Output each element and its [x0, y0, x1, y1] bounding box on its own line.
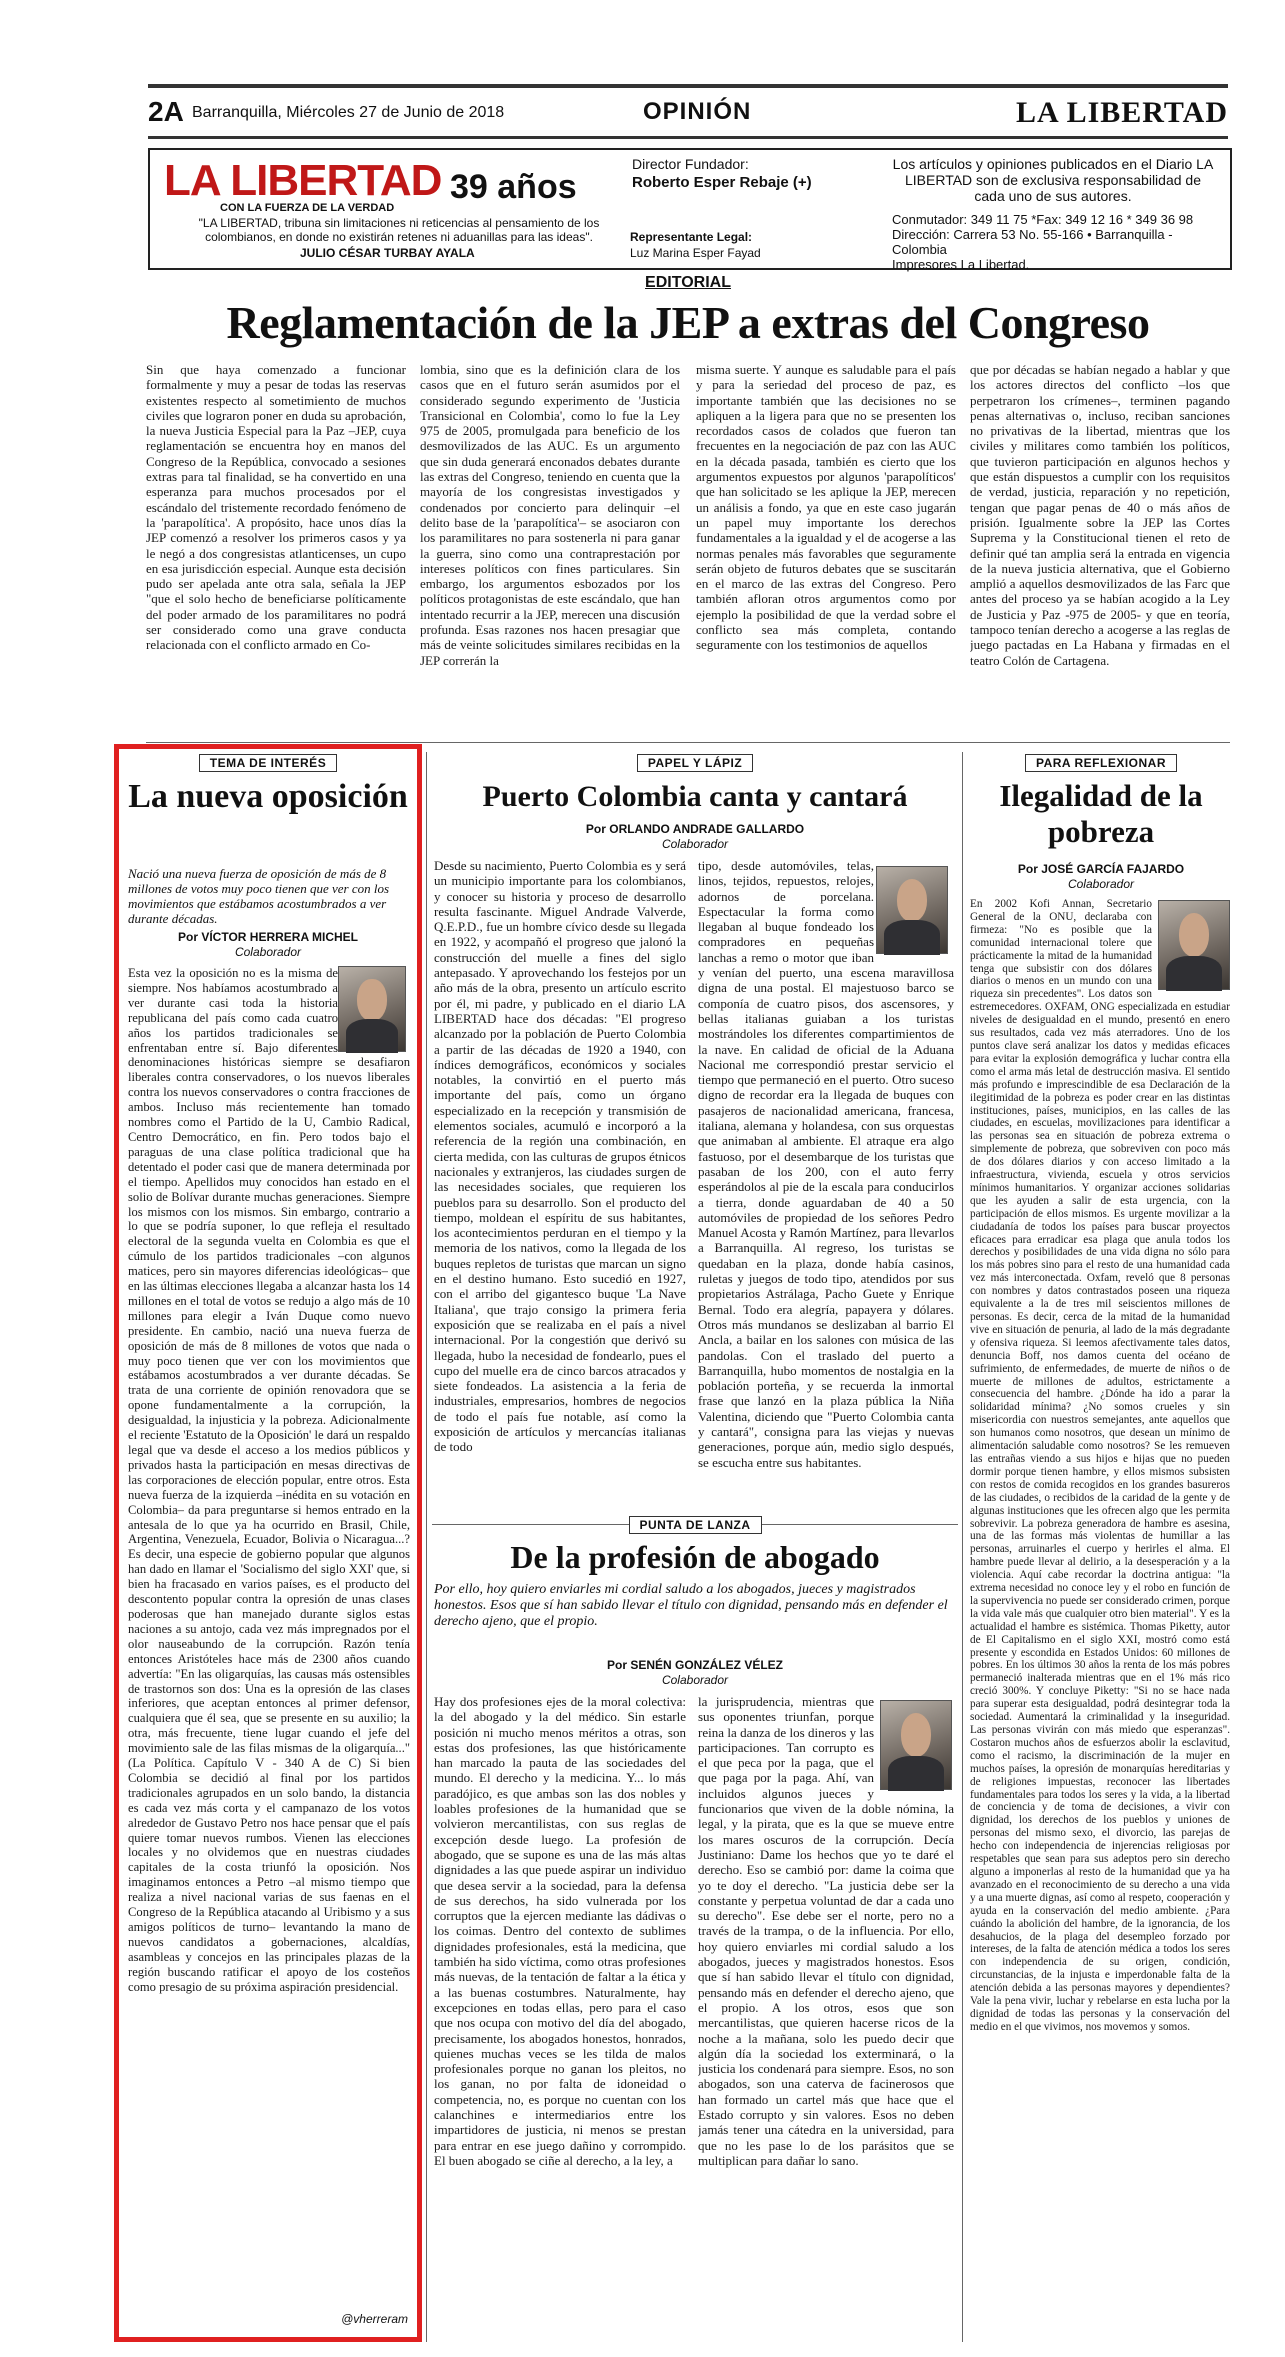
column-divider-left [426, 752, 427, 2342]
header-top-rule [148, 84, 1228, 88]
center-badge: PAPEL Y LÁPIZ [637, 754, 753, 772]
legal-rep-label: Representante Legal: [630, 230, 753, 244]
director-name: Roberto Esper Rebaje (+) [632, 174, 812, 191]
dateline: Barranquilla, Miércoles 27 de Junio de 2018 [192, 104, 505, 121]
masthead-quote-author: JULIO CÉSAR TURBAY AYALA [300, 246, 475, 260]
contact-info [892, 212, 1222, 272]
newspaper-brand: LA LIBERTAD [1016, 96, 1228, 129]
section-title: OPINIÓN [643, 98, 752, 125]
editorial-column-4: que por décadas se habían negado a hablar y que los actores directos del conflicto –los que perpetraron los crímenes–, terminen pagando penas alternativas o, incluso, reciban sanciones no privativas de la libertad, mientras que los civiles y militares como también los políticos, que tuvieron participación en algunos hechos y que están dispuestos a cumplir con los requisitos de verdad, justicia, reparación y no repetición, tengan que pagar penas de 40 o más años de prisión. Igualmente sobre la JEP las Cortes Suprema y la Constitucional tienen el reto de definir qué tan amplia será la entrada en vigencia de la nueva justicia alternativa, que el Gobierno amplió a aquellos desmovilizados de las Farc que antes del proceso ya se habían acogido a la Ley de Justicia y Paz -975 de 2005- y que en teoría, tampoco tenían derecho a acogerse a las reglas de juego pactadas en La Habana y firmadas en el teatro Colón de Cartagena. [970, 362, 1230, 668]
center-byline: Por ORLANDO ANDRADE GALLARDO [585, 822, 805, 836]
bottom-byline: Por SENÉN GONZÁLEZ VÉLEZ [606, 1658, 783, 1672]
bottom-column-2 [698, 1694, 954, 2342]
masthead-years: 39 años [450, 168, 577, 206]
column-divider-right [962, 752, 963, 2342]
masthead-box [148, 148, 1232, 270]
bottom-badge-wrap [436, 1516, 954, 1534]
editorial-column-3: misma suerte. Y aunque es saludable para el país y para la seriedad del proceso de paz, es importante también que las decisiones no se apliquen a la ligera para que no se presenten los recordados casos de colados que fueron tan frecuentes en la negociación de paz con las AUC en la década pasada, también es cierto que los argumentos expuestos por algunos 'parapolíticos' que han solicitado se les aplique la JEP, merecen un análisis a fondo, ya que en este caso jugarán un papel muy importante los derechos fundamentales a la igualdad y el de acogerse a las normas penales más favorables que seguramente serán objeto de futuros debates que se suscitarán en el marco de las extras del Congreso. Pero también afloran otros argumentos como por ejemplo la posibilidad de que la verdad sobre el conflicto sea más completa, contando seguramente con los testimonios de aquellos [696, 362, 956, 653]
right-badge: PARA REFLEXIONAR [1025, 754, 1177, 772]
editorial-kicker: EDITORIAL [645, 274, 731, 291]
center-title: Puerto Colombia canta y cantará [482, 780, 908, 813]
printer-line: Impresores La Libertad. [892, 257, 1030, 272]
bottom-byline-role: Colaborador [661, 1673, 729, 1687]
left-byline: Por VÍCTOR HERRERA MICHEL [177, 930, 358, 944]
left-badge: TEMA DE INTERÉS [199, 754, 337, 772]
legal-rep-name: Luz Marina Esper Fayad [630, 246, 761, 260]
director-label: Director Fundador: [632, 156, 749, 172]
center-byline-role: Colaborador [661, 837, 729, 851]
address-line: Dirección: Carrera 53 No. 55-166 • Barranquilla - Colombia [892, 227, 1173, 257]
center-badge-wrap [436, 754, 954, 772]
masthead-tagline: CON LA FUERZA DE LA VERDAD [220, 202, 395, 214]
editorial-title: Reglamentación de la JEP a extras del Congreso [226, 297, 1150, 348]
masthead-quote: "LA LIBERTAD, tribuna sin limitaciones ni reticencias al pensamiento de los colombianos, en donde no existirán retenes ni aduanillas para las ideas". [198, 216, 600, 244]
masthead-logo: LA LIBERTAD [164, 156, 442, 205]
editorial-column-2: lombia, sino que es la definición clara de los casos que en el futuro serán asumidos por el considerado segundo experimento de 'Justicia Transicional en Colombia', como lo fue la Ley 975 de 2005, promulgada para beneficio de los desmovilizados de las AUC. Es un argumento que sin duda generará enconados debates durante las extras del Congreso, teniendo en cuenta que la mayoría de los congresistas investigados y condenados por concierto para delinquir –el delito base de la 'parapolítica'– se asociaron con los paramilitares no para sostenerla ni para ganar la guerra, sino como una contraprestación por intereses políticos con fines particulares. Sin embargo, los argumentos esbozados por los políticos protagonistas de este escándalo, que han intentado recurrir a la JEP, merecen una discusión profunda. Esas razones nos hacen presagiar que más de veinte solicitudes similares recibidas en la JEP correrán la [420, 362, 680, 668]
left-title: La nueva oposición [128, 778, 408, 815]
bottom-column-1: Hay dos profesiones ejes de la moral colectiva: la del abogado y la del médico. Sin estarle posición ni mucho menos méritos a otras, son estas dos profesiones, las que históricamente han marcado la pauta de las sociedades del mundo. El derecho y la medicina. Y... lo más paradójico, es que ambas son las dos nobles y loables profesiones de la humanidad que se volvieron mercantilistas, con sus reglas de excepción desde luego. La profesión de abogado, que se supone es una de las más altas dignidades a las que puede aspirar un individuo que desea servir a la sociedad, para la defensa de sus derechos, ha sido vulnerada por los corruptos que la ejercen mediante las dádivas o los coimas. Dentro del contexto de sublimes dignidades profesionales, está la medicina, que también ha sido víctima, como otras profesiones más nuevas, de la tentación de faltar a la ética y a las buenas costumbres. Naturalmente, hay excepciones en todas ellas, pero para el caso que nos ocupa con motivo del día del abogado, precisamente, los abogados honestos, honrados, quienes muchas veces se les tilda de malos profesionales porque no ganan los pleitos, no los ganan, no por falta de idoneidad o competencia, no, es porque no cuentan con los calanchines e intermediarios entre los impartidores de justicia, ni menos se prestan para entrar en ese juego dañino y corrompido. El buen abogado se ciñe al derecho, a la ley, a [434, 1694, 686, 2168]
center-column-2-text: tipo, desde automóviles, telas, linos, tejidos, repuestos, relojes, adornos de porcelana. Espectacular la forma como llegaban al buque fondeado los compradores en pequeñas lanchas a remo o motor que iban y venían del puerto, una escena maravillosa digna de una postal. El majestuoso barco se componía de cuatro pisos, dos ascensores, y bellas italianas guiaban a los turistas mostrándoles los diferentes compartimientos de la nave. En calidad de oficial de la Aduana Nacional me correspondió prestar servicio el tiempo que permaneció en el puerto. Otro suceso digno de recordar era la llegada de buques con pasajeros de nacionalidad americana, francesa, italiana, alemana y holandesa, con sus orquestas que animaban al ambiente. El atraque era algo fastuoso, por el desembarque de los turistas que pasaban de los 200, con el auto ferry esperándolos al pie de la escala para conducirlos a tierra, donde aguardaban de 40 a 50 automóviles de propiedad de los señores Pedro Manuel Acosta y Ramón Martínez, para llevarlos a Barranquilla. Al regreso, los turistas se quedaban en la plaza, donde había casinos, ruletas y juegos de todo tipo, atendidos por sus propietarios Astrálaga, Pacho Guete y Enrique Bernal. Todo era alegría, papayera y dólares. Otros más mundanos se deslizaban al barrio El Ancla, a bailar en los salones con música de las pandolas. Con el traslado del puerto a Barranquilla, hubo momentos de nostalgia en la población porteña, y se recuerda la inmortal frase que lanzó en la plaza pública la Niña Valentina, diciendo que "Puerto Colombia canta y cantará", consigna para las viejas y nuevas generaciones, porque aún, medio siglo después, se escucha entre sus habitantes. [698, 858, 954, 1470]
left-body-text: Esta vez la oposición no es la misma de siempre. Nos habíamos acostumbrado a ver durante casi toda la historia republicana del país como cada cuatro años los partidos tradicionales se enfrentaban entre sí. Bajo diferentes denominaciones históricas siempre se desafiaron liberales contra conservadores, o los nuevos liberales contra los nuevos conservadores o contra fracciones de ambos. Incluso más recientemente han tomado nombres como el Partido de la U, Cambio Radical, Centro Democrático, en fin. Pero todos bajo el paraguas de una clase política tradicional que ha detentado el poder casi que de manera determinada por el tiempo. Apellidos muy conocidos han estado en el solio de Bolívar durante muchas generaciones. Siempre los mismos con los mismos. Sin embargo, contrario a lo que se podría suponer, lo que refleja el resultado electoral de la segunda vuelta en Colombia es que el cúmulo de los partidos tradicionales –con algunos matices, pero sin mayores diferencias ideológicas– que en las últimas elecciones llegaba a alcanzar hasta los 14 millones en el total de votos se redujo a algo más de 10 millones para elegir a Iván Duque como nuevo presidente. En cambio, nació una nueva fuerza de oposición de más de 8 millones de votos que nada o muy poco tienen que ver con los movimientos que estábamos acostumbrados a ver durante décadas. Se trata de una corriente de opinión renovadora que se opone fundamentalmente a la corrupción, la desigualdad, la injusticia y la pobreza. Adicionalmente el reciente 'Estatuto de la Oposición' le dará un respaldo legal que va desde el acceso a los medios públicos y privados hasta la participación en mesas directivas de las corporaciones de elección popular, entre otros. Esta nueva fuerza de la izquierda –inédita en su votación en Colombia– da para preguntarse si hemos entrado en la antesala de lo que ya ha ocurrido en Brasil, Chile, Argentina, Venezuela, Ecuador, Bolivia o Nicaragua...? Es decir, una especie de gobierno popular que algunos han dado en llamar el 'Socialismo del siglo XXI' que, si bien ha fracasado en varios países, es el producto del descontento popular contra la opresión de unas clases poderosas que han manejado durante siglos estas naciones a su antojo, cada vez más impregnados por el olor nauseabundo de la corrupción. Razón tenía entonces Aristóteles hace más de 2300 años cuando advertía: "En las oligarquías, las causas más ostensibles de trastornos son dos: Una es la opresión de las clases inferiores, que aceptan entonces al primer defensor, cualquiera que él sea, que se presente en su auxilio; la otra, más frecuente, tiene lugar cuando el jefe del movimiento sale de las filas mismas de la oligarquía..." (La Política. Capítulo V - 340 A de C) Si bien Colombia se decidió al final por los partidos tradicionales agrupados en un solo bando, la distancia es cada vez más corta y el campanazo de los votos alrededor de Gustavo Petro nos hace pensar que el país quiere tomar nuevos rumbos. Vienen las elecciones locales y no olvidemos que en nuestras ciudades capitales de la costa triunfó la oposición. Nos imaginamos entonces a Petro –al mismo tiempo que realiza a nivel nacional varias de sus faenas en el Congreso de la República atacando al Uribismo y a sus amigos políticos de turno– levantando la mano de nuevos candidatos a gobernaciones, alcaldías, asambleas y concejos en las principales plazas de la región buscando ratificar el apoyo de los costeños como presagio de su próxima aspiración presidencial. [128, 966, 410, 1994]
right-body-text: En 2002 Kofi Annan, Secretario General de la ONU, declaraba con firmeza: "No es posible que la comunidad internacional tolere que prácticamente la mitad de la humanidad tenga que subsistir con dos dólares diarios o menos en un mundo con una riqueza sin precedentes". Los datos son estremecedores. OXFAM, ONG especializada en estudiar niveles de desigualdad en el mundo, presentó en enero sus resultados, cada vez más aterradores. Uno de los puntos clave será analizar los datos y medidas eficaces para evitar la explosión demográfica y luchar contra ella como el arma más letal de destrucción masiva. El sentido más profundo e imprescindible de esa Declaración de la ilegitimidad de la pobreza es poder crear en las distintas instituciones, países, municipios, en las calles de las ciudades, en escuelas, movilizaciones para identificar a las personas sea en situación de pobreza extrema o simplemente de pobreza, que sobreviven con poco más de dos dólares diarios y con acceso limitado a la infraestructura, vivienda, escuela y otros servicios mínimos humanitarios. Y organizar acciones solidarias que les ayuden a salir de esta urgencia, con la participación de ellos mismos. Es urgente movilizar a la ciudadanía de todos los países para buscar proyectos eficaces para erradicar esa plaga que anula todos los derechos y posibilidades de una vida digna no sólo para los más pobres sino para el resto de una humanidad cada vez más interconectada. Oxfam, reveló que 8 personas con nombres y datos contrastados poseen una riqueza equivalente a la de tres mil seiscientos millones de personas. Es decir, cerca de la mitad de la humanidad vive en situación de penuria, al lado de la más degradante y ofensiva riqueza. Si leemos afectivamente tales datos, denuncia Boff, nos damos cuenta del océano de sufrimiento, de enfermedades, de muerte de niños o de muerte de millones de adultos, estrictamente a consecuencia del hambre. ¿Dónde ha ido a parar la solidaridad mínima? ¿No somos crueles y sin misericordia con nuestros semejantes, ante aquellos que son humanos como nosotros, que desean un mínimo de alimentación saludable como nosotros? Se les remueven las entrañas viendo a sus hijos e hijas que no pueden dormir porque tienen hambre, y ellos mismos subsisten con restos de comida recogidos en los grandes basureros de las ciudades, o recibidos de la caridad de la gente y de algunas instituciones que les ofrecen algo que les permita sobrevivir. La pobreza generadora de hambre es asesina, una de las formas más violentas de humillar a las personas, arruinarles el cuerpo y herirles el alma. El hambre puede llevar al delirio, a la desesperación y a la violencia. Aquí cabe recordar la doctrina antigua: "la extrema necesidad no conoce ley y el robo en función de la supervivencia no puede ser considerado crimen, porque la vida vale más que cualquier otro bien material". Y es la actualidad el hambre es sistémica. Thomas Piketty, autor de El Capitalismo en el siglo XXI, mostró como está presente y escondida en Estados Unidos: 60 millones de pobres. En los últimos 30 años la renta de los más pobres permaneció inalterada mientras que en el 1% más rico creció 300%. Y concluye Piketty: "Si no se hace nada para superar esta desigualdad, podrá desintegrar toda la sociedad. Aumentará la criminalidad y la inseguridad. Las personas vivirán con más miedo que esperanzas". Costaron muchos años de esfuerzos abolir la esclavitud, como el racismo, la discriminación de la mujer en muchos países, la opresión de monarquías hereditarias y de religiones impuestas, reconocer las libertades fundamentales para todos los seres y la vida, a la libertad de conciencia y de toma de decisiones, a vivir con dignidad, los derechos de los pueblos y uniones de personas del mismo sexo, el divorcio, las parejas de hecho con independencia de injerencias religiosas por respetables que sean para sus adeptos pero sin derecho alguno a imponerlas al resto de la humanidad que ya ha avanzado en el reconocimiento de su derecho a una vida y a una muerte dignas, así como al respeto, cooperación y ayuda en la conservación del medio ambiente. ¿Para cuándo la abolición del hambre, de la ignorancia, de los desahucios, de la plaga del desempleo forzado por intereses, de la falta de atención médica a todos los seres con independencia de su origen, condición, circunstancias, de la injusta e imperdonable falta de la atención debida a las personas mayores y dependientes? Vale la pena vivir, luchar y rebelarse en esta lucha por la dignidad de todas las personas y la conservación del medio en el que vivimos, nos movemos y somos. [970, 898, 1230, 2033]
center-column-1: Desde su nacimiento, Puerto Colombia es y será un municipio importante para los colombianos, y conocer su historia y proceso de desarrollo resulta fascinante. Miguel Andrade Valverde, Q.E.P.D., fue un hombre cívico desde su llegada en 1922, y acompañó el progreso que jalonó la construcción del muelle a fines del siglo antepasado. Y aprovechando los festejos por un año más de la obra, presento un artículo escrito por él, mi padre, y publicado en el diario LA LIBERTAD hace dos décadas: "El progreso alcanzado por la población de Puerto Colombia a partir de las décadas de 1920 a 1940, con índices demográficos, económicos y sociales notables, la convirtió en el puerto más importante del país, como un órgano especializado en la recepción y transmisión de elementos sociales, acumuló e incorporó a la referencia de la región una combinación, en cierta medida, con las culturas de grupos étnicos nacionales y extranjeros, las ciudades surgen de las necesidades sociales, que requieren los pueblos para su desarrollo. Son el producto del tiempo, moldean el espíritu de sus habitantes, los acontecimientos perduran en el tiempo y la memoria de los nativos, como la llegada de los buques repletos de turistas que marcan un signo en el destino humano. Esto sucedió en 1927, con el arribo del gigantesco buque 'La Nave Italiana', que trajo consigo la primera feria exposición que se realizaba en el país a nivel internacional. Por la congestión que derivó su llegada, hubo la necesidad de fondearlo, pues el cupo del muelle era de cinco barcos atracados y siete fondeados. La asistencia a la feria de industriales, empresarios, hombres de negocios de todo el país fue notable, así como la exposición de artículos y mercancías italianas de todo [434, 858, 686, 1455]
right-photo-spacer [1152, 898, 1230, 992]
center-photo-spacer [874, 858, 954, 952]
right-badge-wrap [972, 754, 1230, 772]
bottom-photo-spacer [874, 1694, 954, 1790]
switchboard-line: Conmutador: 349 11 75 *Fax: 349 12 16 * 349 36 98 [892, 212, 1194, 227]
left-body [128, 966, 410, 2306]
bottom-title: De la profesión de abogado [510, 1539, 880, 1575]
responsibility-notice: Los artículos y opiniones publicados en el Diario LA LIBERTAD son de exclusiva responsabilidad de cada uno de sus autores. [892, 156, 1214, 204]
photo-spacer [338, 966, 410, 1054]
right-title: Ilegalidad de la pobreza [999, 778, 1203, 849]
right-byline-role: Colaborador [1067, 877, 1135, 891]
bottom-lead: Por ello, hoy quiero enviarles mi cordial saludo a los abogados, jueces y magistrados honestos. Esos que sí han sabido llevar el título con dignidad, pensando más en defender el derecho ajeno, que el propio. [434, 1582, 948, 1629]
right-byline: Por JOSÉ GARCÍA FAJARDO [1017, 862, 1185, 876]
left-byline-role: Colaborador [234, 945, 302, 959]
editorial-column-1: Sin que haya comenzado a funcionar formalmente y muy a pesar de todas las reservas existentes respecto al sometimiento de muchos civiles que lograron poner en duda su aprobación, la nueva Justicia Especial para la Paz –JEP, cuya reglamentación se encuentra hoy en manos del Congreso de la República, convocado a sesiones extras para tal finalidad, se ha convertido en una esperanza para muchos procesados por el escándalo del tristemente recordado fenómeno de la 'parapolítica'. A propósito, hace unos días la JEP comenzó a resolver los primeros casos y ya le negó a dos congresistas atlanticenses, un cupo en esa jurisdicción especial. Aunque esta decisión pudo ser apelada ante otra sala, señala la JEP "que el solo hecho de beneficiarse políticamente del poder armado de los paramilitares no podrá ser considerado como una grave conducta relacionada con el conflicto armado en Co- [146, 362, 406, 653]
bottom-badge: PUNTA DE LANZA [629, 1516, 762, 1534]
left-badge-wrap [126, 754, 410, 772]
header-bottom-rule [148, 136, 1228, 139]
bottom-column-2-text: la jurisprudencia, mientras que sus oponentes triunfan, porque reina la danza de los dineros y las participaciones. Tan corrupto es el que peca por la paga, que el que paga por la paga. Ahí, van incluidos algunos jueces y funcionarios que viven de la doble nómina, la legal, y la pirata, que es la que se mueve entre los mares oscuros de la corrupción. Decía Justiniano: Dame los hechos que yo te daré el derecho. Eso se cambió por: dame la coima que yo te doy el derecho. "La justicia debe ser la constante y perpetua voluntad de dar a cada uno su derecho". Ese debe ser el norte, pero no a través de la trampa, o de la influencia. Por ello, hoy quiero enviarles mi cordial saludo a los abogados, jueces y magistrados honestos. Esos que sí han sabido llevar el título con dignidad, pensando más en defender el derecho ajeno, que el propio. A los otros, esos que son mercantilistas, que quieren hacerse ricos de la noche a la mañana, solo les puedo decir que algún día la sociedad los exterminará, o la justicia los condenará para siempre. Esos, no son abogados, son una caterva de facinerosos que han formado un cartel más que hace que el Estado corrupto y sin valores. Esos no deben jamás tener una cátedra en la universidad, para que no les pase lo de los parásitos que se multiplican para dañar lo sano. [698, 1694, 954, 2168]
section-divider [146, 742, 1230, 743]
left-lead: Nació una nueva fuerza de oposición de más de 8 millones de votos muy poco tienen que ver con los movimientos que estábamos acostumbrados a ver durante décadas. [128, 866, 390, 926]
right-body [970, 898, 1230, 2342]
left-author-handle: @vherreram [341, 2312, 408, 2326]
page-number: 2A [148, 96, 184, 127]
center-column-2 [698, 858, 954, 1508]
page-header [148, 84, 1228, 144]
